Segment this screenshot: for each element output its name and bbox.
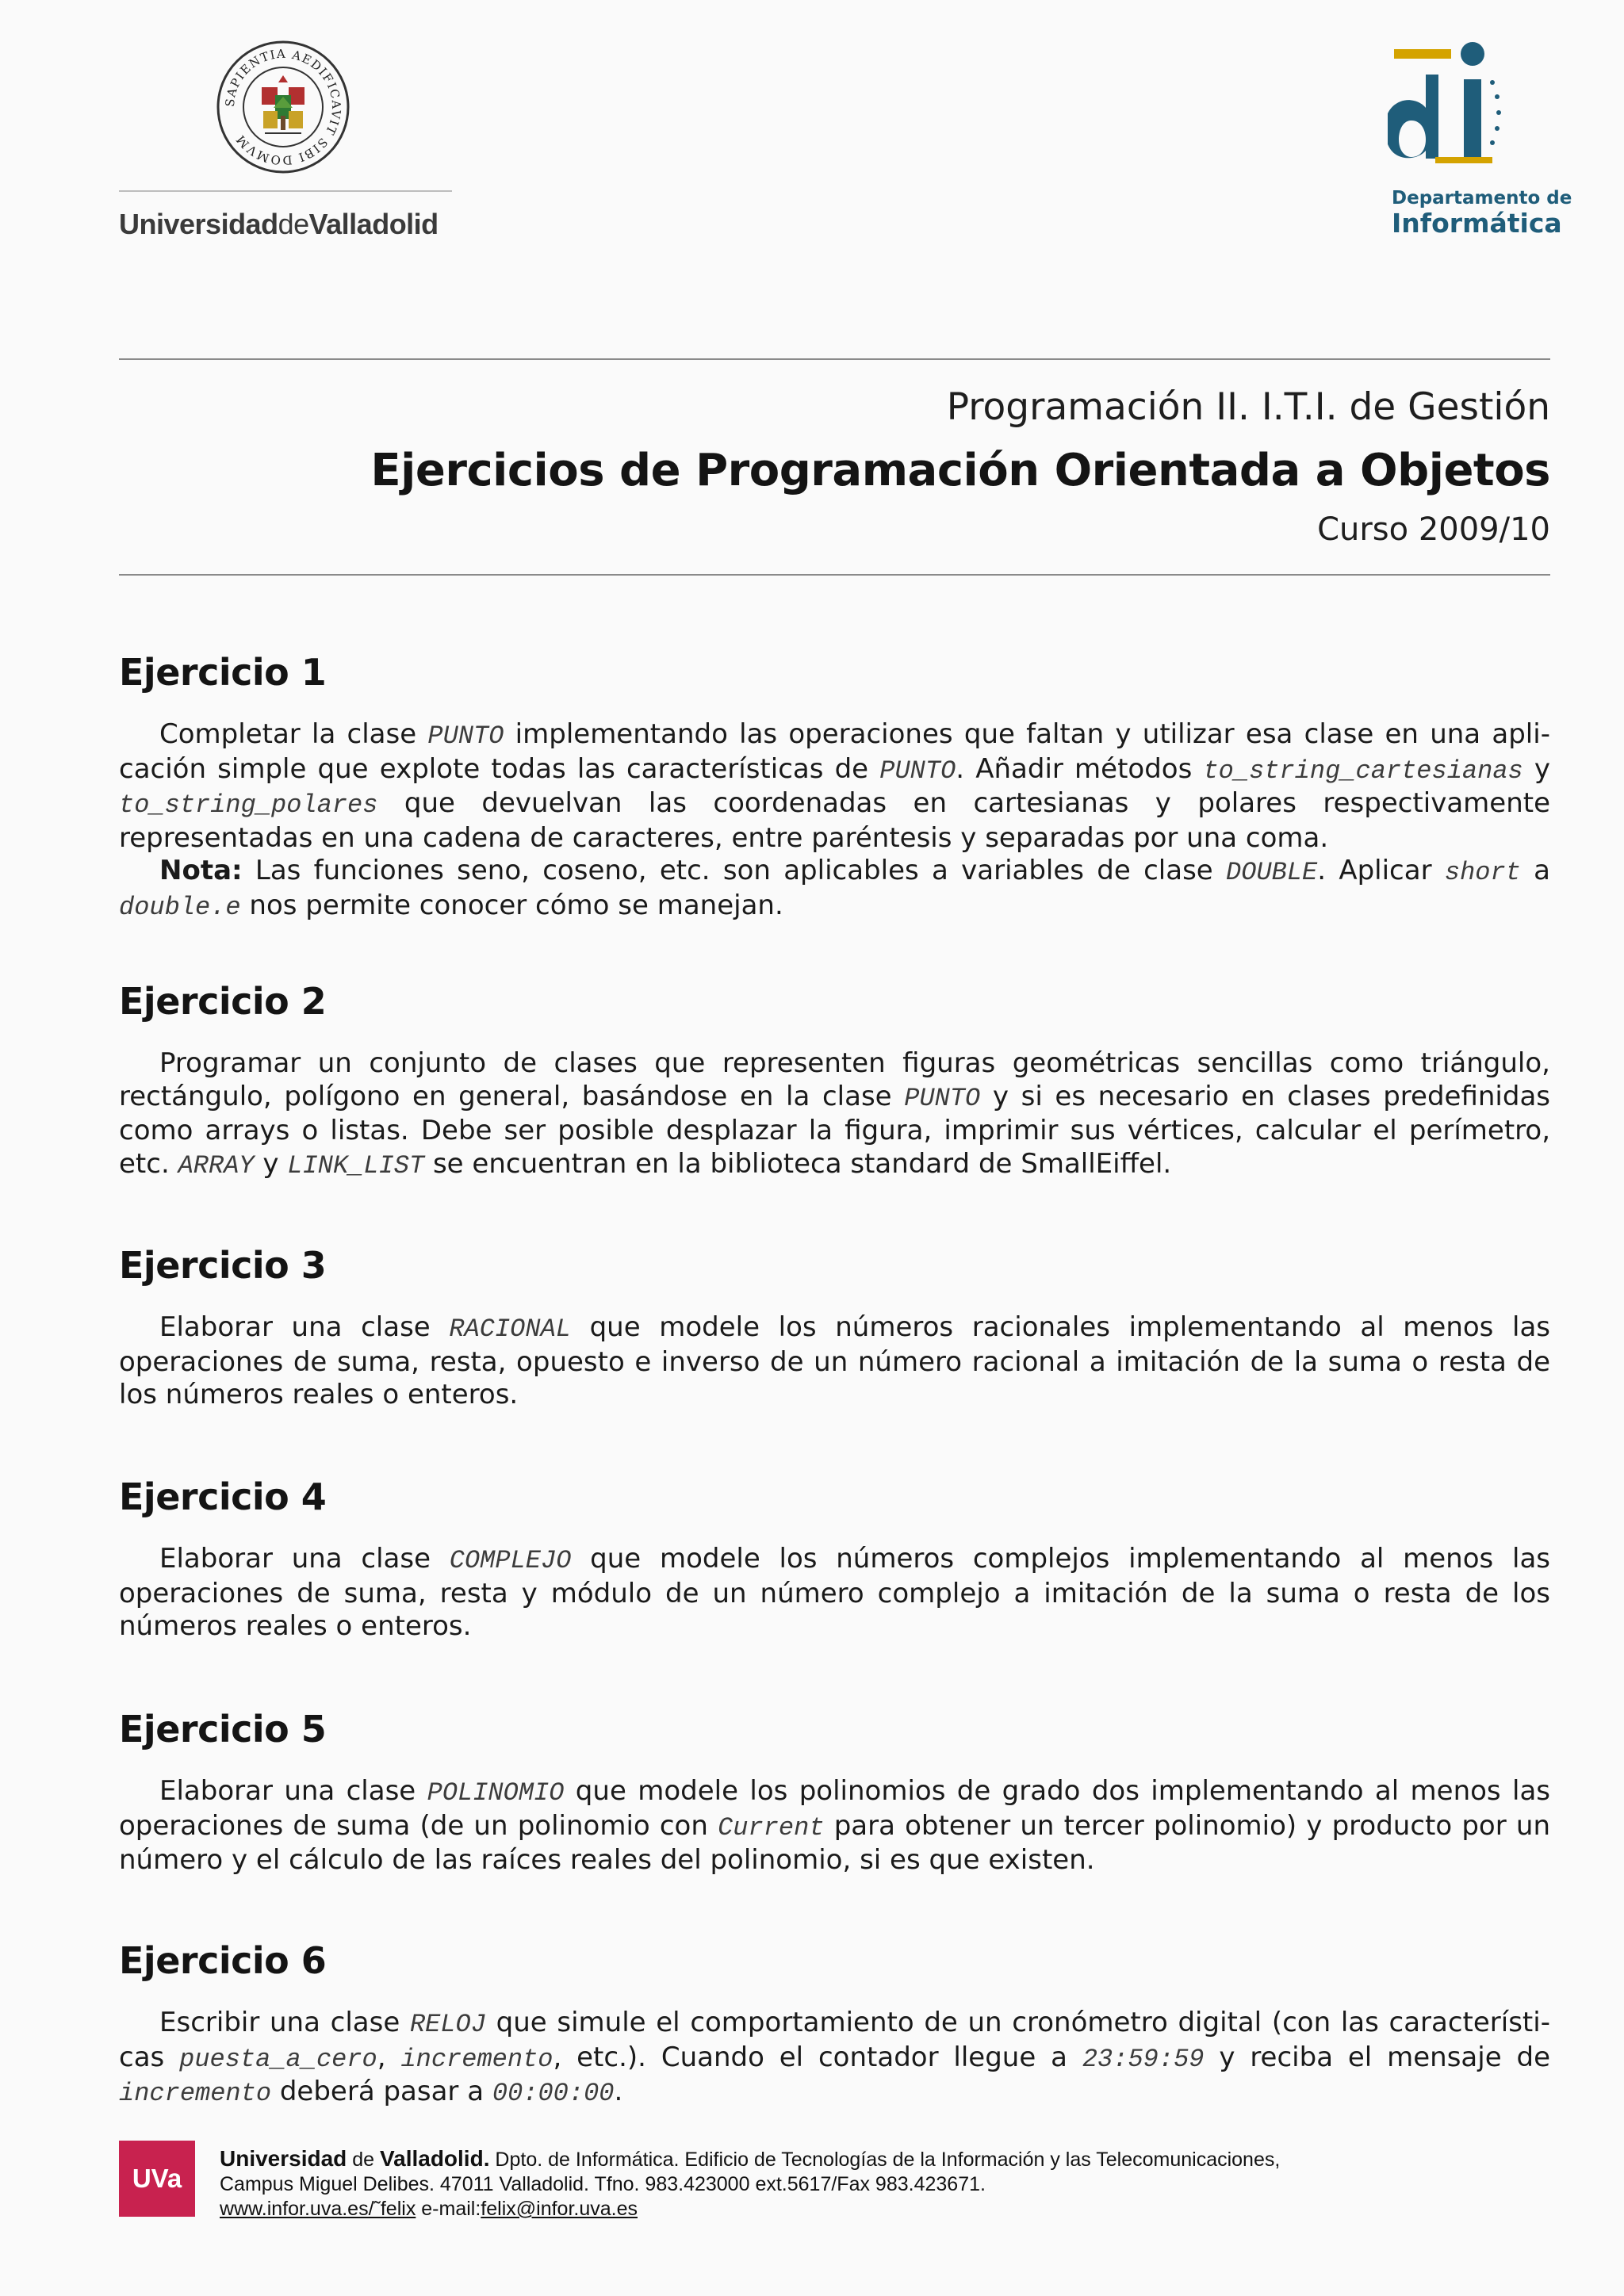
code-term: RACIONAL	[449, 1314, 571, 1344]
code-term: 00:00:00	[492, 2079, 615, 2108]
footer-line-1: Universidad de Valladolid. Dpto. de Informática. Edificio de Tecnologías de la Información y las Telecomunicaciones,	[220, 2146, 1281, 2171]
page-title: Ejercicios de Programación Orientada a Objetos	[370, 445, 1550, 496]
exercise-text: Elaborar una clase POLINOMIO que modele los polinomios de grado dos implementando al menos las operaciones de suma (de un polinomio con Current para obtener un tercer polinomio) y producto por un número y el cálculo de las raíces reales del polinomio, si es que existen.	[119, 1775, 1551, 1876]
note-label: Nota:	[159, 855, 243, 886]
exercise-text: Escribir una clase RELOJ que simule el comportamiento de un cronómetro digital (con las características puesta_a_cero, incremento, etc.). Cuando el contador llegue a 23:59:59 y reciba el mensaje de incremento deberá pasar a 00:00:00.	[119, 2007, 1550, 2108]
code-term: COMPLEJO	[449, 1546, 572, 1575]
exercise-heading: Ejercicio 5	[119, 1708, 327, 1751]
code-term: Current	[718, 1812, 825, 1843]
code-term: POLINOMIO	[427, 1778, 565, 1808]
department-logo-line1: Departamento de	[1392, 188, 1572, 209]
exercise-3	[119, 1243, 1550, 1412]
footer-contact	[220, 2146, 1568, 2221]
course-line: Curso 2009/10	[1317, 511, 1550, 548]
exercise-text: Programar un conjunto de clases que representen figuras geométricas sencillas como triángulo, rectángulo, polígono en general, basándose en la clase PUNTO y si es necesario en clases predefinidas como arrays o listas. Debe ser posible desplazar la figura, imprimir sus vértices, calcular el perímetro, etc. ARRAY y LINK_LIST se encuentran en la biblioteca standard de SmallEiffel.	[119, 1047, 1550, 1181]
footer-line-3: www.infor.uva.es/˜felix e-mail:felix@infor.uva.es	[220, 2198, 638, 2220]
title-rule-top	[119, 358, 1550, 360]
exercise-heading: Ejercicio 2	[119, 980, 327, 1023]
university-logo-divider	[119, 190, 452, 192]
exercise-heading: Ejercicio 3	[119, 1244, 327, 1287]
exercise-text: Elaborar una clase COMPLEJO que modele los números complejos implementando al menos las operaciones de suma, resta y módulo de un número complejo a imitación de la suma o resta de los números reales o enteros.	[119, 1543, 1550, 1642]
website-link[interactable]: www.infor.uva.es/˜felix	[220, 2198, 416, 2220]
code-term: PUNTO	[904, 1083, 981, 1113]
exercise-text: Elaborar una clase RACIONAL que modele los números racionales implementando al menos las operaciones de suma, resta, opuesto e inverso de un número racional a imitación de la suma o resta de los números reales o enteros.	[119, 1311, 1550, 1410]
subject-line: Programación II. I.T.I. de Gestión	[946, 385, 1550, 429]
code-term: PUNTO	[879, 756, 956, 786]
exercise-heading: Ejercicio 6	[119, 1939, 327, 1982]
code-term: RELOJ	[409, 2010, 486, 2039]
exercise-4	[119, 1475, 1550, 1644]
code-term: DOUBLE	[1226, 858, 1318, 887]
footer-line-2: Campus Miguel Delibes. 47011 Valladolid. Tfno. 983.423000 ext.5617/Fax 983.423671.	[220, 2173, 986, 2195]
exercise-text: Completar la clase PUNTO implementando las operaciones que faltan y utilizar esa clase en una aplicación simple que explote todas las características de PUNTO. Añadir métodos to_string_cartesianas y to_string_polares que devuelvan las coordenadas en cartesianas y polares respectivamente representadas en una cadena de caracteres, entre paréntesis y separadas por una coma.	[119, 718, 1550, 854]
code-term: PUNTO	[427, 721, 504, 751]
exercise-2	[119, 979, 1550, 1182]
department-logo-line2: Informática	[1392, 208, 1562, 239]
code-term: ARRAY	[178, 1150, 255, 1181]
university-seal-logo	[216, 40, 350, 174]
code-term: to_string_cartesianas	[1203, 756, 1523, 786]
code-term: to_string_polares	[119, 790, 378, 820]
code-term: double.e	[119, 892, 241, 922]
code-term: puesta_a_cero	[179, 2044, 377, 2074]
svg-text:SAPIENTIA AEDIFICAVIT SIBI DOM: SAPIENTIA AEDIFICAVIT SIBI DOMVM	[222, 46, 344, 168]
department-di-logo	[1388, 40, 1522, 166]
code-term: incremento	[119, 2079, 272, 2108]
exercise-note: Nota: Las funciones seno, coseno, etc. son aplicables a variables de clase DOUBLE. Aplicar short a double.e nos permite conocer cómo se manejan.	[119, 855, 1551, 922]
code-term: incremento	[400, 2044, 553, 2074]
exercise-heading: Ejercicio 1	[119, 651, 327, 694]
university-name-logo: UniversidaddeValladolid	[119, 208, 439, 240]
code-term: short	[1444, 858, 1521, 887]
code-term: 23:59:59	[1082, 2044, 1205, 2074]
uva-badge-logo: UVa	[119, 2141, 195, 2217]
exercise-6	[119, 1938, 1550, 2110]
exercise-5	[119, 1707, 1550, 1877]
code-term: LINK_LIST	[287, 1150, 425, 1181]
exercise-1	[119, 650, 1550, 924]
title-rule-bottom	[119, 574, 1550, 576]
email-link[interactable]: felix@infor.uva.es	[481, 2198, 638, 2220]
exercise-heading: Ejercicio 4	[119, 1475, 327, 1518]
